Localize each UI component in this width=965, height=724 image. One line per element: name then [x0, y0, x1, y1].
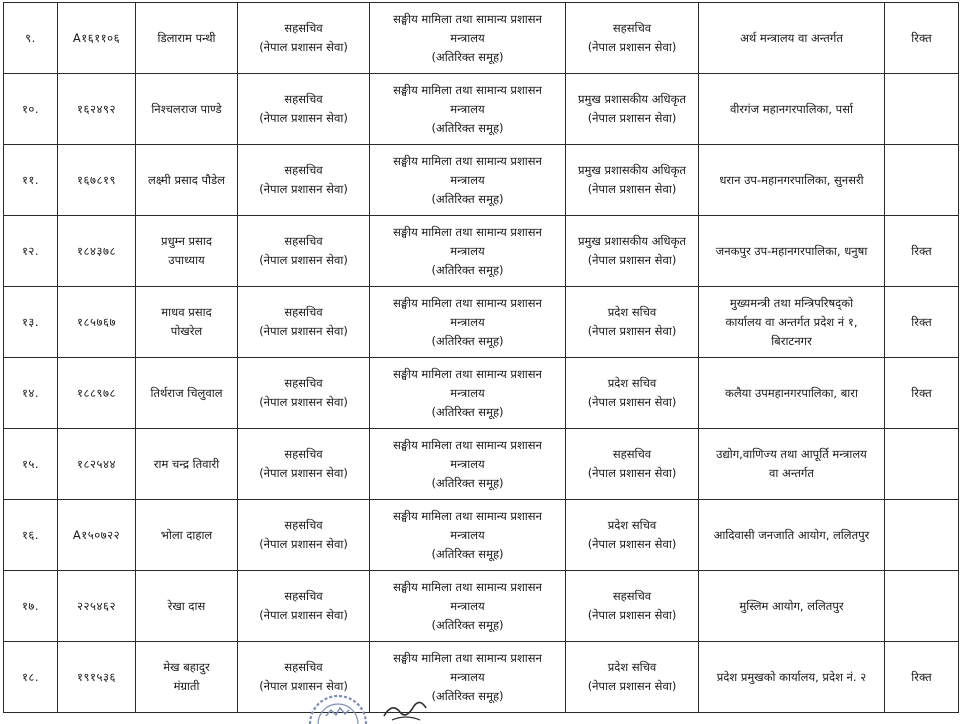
new-office-cell: [699, 358, 885, 429]
employee-symbol-cell: १८२५४४: [58, 429, 136, 500]
employee-name-cell: [136, 287, 238, 358]
cell-line: अर्थ मन्त्रालय वा अन्तर्गत: [740, 30, 843, 45]
serial-number-cell: ११.: [4, 145, 58, 216]
current-post-cell: [238, 216, 370, 287]
current-post-cell: [238, 429, 370, 500]
cell-line: (अतिरिक्त समूह): [431, 191, 504, 206]
employee-name-cell: [136, 500, 238, 571]
cell-line: कार्यालय वा अन्तर्गत प्रदेश नं १,: [725, 314, 858, 329]
current-office-cell: [370, 571, 566, 642]
cell-line: निश्चलराज पाण्डे: [151, 101, 222, 116]
new-post-cell: [566, 216, 699, 287]
new-office-cell: [699, 3, 885, 74]
cell-line: राम चन्द्र तिवारी: [153, 456, 220, 471]
serial-number-cell: १४.: [4, 358, 58, 429]
cell-line: (नेपाल प्रशासन सेवा): [259, 111, 348, 125]
cell-line: मन्त्रालय: [450, 172, 485, 187]
remark-cell: रिक्त: [885, 642, 959, 713]
cell-line: (अतिरिक्त समूह): [431, 262, 504, 277]
cell-line: वीरगंज महानगरपालिका, पर्सा: [730, 101, 853, 116]
serial-number-cell: १३.: [4, 287, 58, 358]
current-office-cell: [370, 74, 566, 145]
cell-line: मन्त्रालय: [450, 385, 485, 400]
cell-line: सङ्घीय मामिला तथा सामान्य प्रशासन: [393, 508, 542, 523]
cell-line: सहसचिव: [284, 518, 323, 532]
cell-line: मुख्यमन्त्री तथा मन्त्रिपरिषद्को: [729, 295, 854, 310]
cell-line: मन्त्रालय: [450, 314, 485, 329]
cell-line: सहसचिव: [284, 447, 323, 461]
cell-line: (नेपाल प्रशासन सेवा): [587, 537, 677, 551]
cell-line: (अतिरिक्त समूह): [431, 404, 504, 419]
remark-cell: रिक्त: [885, 3, 959, 74]
remark-cell: रिक्त: [885, 216, 959, 287]
employee-name-cell: [136, 642, 238, 713]
employee-symbol-cell: १८४३७८: [58, 216, 136, 287]
cell-line: (नेपाल प्रशासन सेवा): [587, 608, 677, 622]
employee-name-cell: [136, 3, 238, 74]
serial-number-cell: १६.: [4, 500, 58, 571]
cell-line: प्रदेश सचिव: [607, 305, 657, 319]
cell-line: सहसचिव: [284, 660, 323, 674]
table-row: [4, 571, 959, 642]
cell-line: सङ्घीय मामिला तथा सामान्य प्रशासन: [393, 224, 542, 239]
current-office-cell: [370, 145, 566, 216]
cell-line: मन्त्रालय: [450, 527, 485, 542]
cell-line: मन्त्रालय: [450, 456, 485, 471]
cell-line: सङ्घीय मामिला तथा सामान्य प्रशासन: [393, 153, 542, 168]
cell-line: वा अन्तर्गत: [769, 466, 814, 480]
new-post-cell: [566, 500, 699, 571]
employee-symbol-cell: १८५७६७: [58, 287, 136, 358]
current-office-cell: [370, 287, 566, 358]
cell-line: प्रदेश सचिव: [607, 518, 657, 532]
cell-line: (नेपाल प्रशासन सेवा): [259, 679, 348, 693]
cell-line: (नेपाल प्रशासन सेवा): [587, 395, 677, 409]
employee-symbol-cell: A१६११०६: [58, 3, 136, 74]
cell-line: मन्त्रालय: [450, 30, 485, 45]
current-office-cell: [370, 3, 566, 74]
new-post-cell: [566, 429, 699, 500]
cell-line: मुस्लिम आयोग, ललितपुर: [739, 598, 844, 613]
cell-line: प्रमुख प्रशासकीय अधिकृत: [578, 92, 686, 106]
new-office-cell: [699, 287, 885, 358]
cell-line: (नेपाल प्रशासन सेवा): [259, 40, 348, 54]
serial-number-cell: १५.: [4, 429, 58, 500]
new-office-cell: [699, 642, 885, 713]
table-row: [4, 216, 959, 287]
cell-line: (नेपाल प्रशासन सेवा): [587, 324, 677, 338]
cell-line: प्रदेश प्रमुखको कार्यालय, प्रदेश नं. २: [716, 669, 867, 684]
cell-line: बिराटनगर: [771, 333, 812, 348]
cell-line: जनकपुर उप-महानगरपालिका, धनुषा: [715, 243, 868, 258]
table-row: [4, 642, 959, 713]
cell-line: मंग्राती: [173, 679, 200, 693]
remark-cell: रिक्त: [885, 358, 959, 429]
cell-line: (नेपाल प्रशासन सेवा): [587, 182, 677, 196]
cell-line: डिलाराम पन्थी: [157, 30, 216, 45]
remark-cell: [885, 74, 959, 145]
serial-number-cell: १०.: [4, 74, 58, 145]
employee-symbol-cell: १८८९७८: [58, 358, 136, 429]
cell-line: (नेपाल प्रशासन सेवा): [259, 608, 348, 622]
cell-line: (अतिरिक्त समूह): [431, 475, 504, 490]
cell-line: (नेपाल प्रशासन सेवा): [259, 253, 348, 267]
employee-name-cell: [136, 145, 238, 216]
new-post-cell: [566, 3, 699, 74]
employee-name-cell: [136, 74, 238, 145]
transfer-table: [3, 2, 959, 713]
cell-line: सङ्घीय मामिला तथा सामान्य प्रशासन: [393, 437, 542, 452]
cell-line: (नेपाल प्रशासन सेवा): [587, 111, 677, 125]
cell-line: (नेपाल प्रशासन सेवा): [587, 679, 677, 693]
new-office-cell: [699, 500, 885, 571]
cell-line: माधव प्रसाद: [161, 305, 212, 319]
cell-line: रेखा दास: [167, 598, 206, 613]
cell-line: आदिवासी जनजाति आयोग, ललितपुर: [713, 527, 870, 542]
cell-line: धरान उप-महानगरपालिका, सुनसरी: [719, 172, 864, 187]
cell-line: उद्योग,वाणिज्य तथा आपूर्ति मन्त्रालय: [716, 447, 867, 461]
new-office-cell: [699, 74, 885, 145]
cell-line: सहसचिव: [612, 447, 652, 461]
cell-line: पोखरेल: [170, 324, 203, 338]
serial-number-cell: १८.: [4, 642, 58, 713]
cell-line: सहसचिव: [284, 234, 323, 248]
cell-line: (अतिरिक्त समूह): [431, 688, 504, 703]
new-office-cell: [699, 571, 885, 642]
serial-number-cell: ९.: [4, 3, 58, 74]
cell-line: मन्त्रालय: [450, 243, 485, 258]
remark-cell: [885, 571, 959, 642]
remark-cell: [885, 500, 959, 571]
cell-line: (नेपाल प्रशासन सेवा): [259, 395, 348, 409]
remark-cell: रिक्त: [885, 287, 959, 358]
employee-symbol-cell: १६२४९२: [58, 74, 136, 145]
new-post-cell: [566, 358, 699, 429]
cell-line: (नेपाल प्रशासन सेवा): [259, 537, 348, 551]
cell-line: (अतिरिक्त समूह): [431, 617, 504, 632]
employee-symbol-cell: A१५०७२२: [58, 500, 136, 571]
cell-line: सहसचिव: [612, 589, 652, 603]
cell-line: मन्त्रालय: [450, 598, 485, 613]
employee-symbol-cell: २२५४६२: [58, 571, 136, 642]
current-office-cell: [370, 216, 566, 287]
current-office-cell: [370, 358, 566, 429]
employee-name-cell: [136, 571, 238, 642]
current-post-cell: [238, 287, 370, 358]
new-post-cell: [566, 287, 699, 358]
cell-line: मन्त्रालय: [450, 101, 485, 116]
new-post-cell: [566, 571, 699, 642]
cell-line: सहसचिव: [284, 589, 323, 603]
cell-line: सङ्घीय मामिला तथा सामान्य प्रशासन: [393, 82, 542, 97]
cell-line: (अतिरिक्त समूह): [431, 120, 504, 135]
cell-line: सङ्घीय मामिला तथा सामान्य प्रशासन: [393, 579, 542, 594]
cell-line: कलैया उपमहानगरपालिका, बारा: [725, 385, 858, 400]
cell-line: सङ्घीय मामिला तथा सामान्य प्रशासन: [393, 11, 542, 26]
cell-line: सङ्घीय मामिला तथा सामान्य प्रशासन: [393, 295, 542, 310]
cell-line: सहसचिव: [284, 163, 323, 177]
new-office-cell: [699, 216, 885, 287]
cell-line: प्रधुम्न प्रसाद: [161, 234, 212, 248]
cell-line: लक्ष्मी प्रसाद पौडेल: [148, 172, 225, 187]
official-seal-and-signature-icon: [292, 686, 452, 724]
cell-line: (नेपाल प्रशासन सेवा): [587, 466, 677, 480]
table-row: [4, 500, 959, 571]
employee-name-cell: [136, 358, 238, 429]
cell-line: मेख बहादुर: [163, 660, 210, 674]
cell-line: (नेपाल प्रशासन सेवा): [259, 466, 348, 480]
cell-line: सहसचिव: [284, 376, 323, 390]
cell-line: उपाध्याय: [168, 253, 205, 267]
remark-cell: [885, 145, 959, 216]
current-office-cell: [370, 500, 566, 571]
table-row: [4, 287, 959, 358]
cell-line: सङ्घीय मामिला तथा सामान्य प्रशासन: [393, 650, 542, 665]
cell-line: प्रमुख प्रशासकीय अधिकृत: [578, 163, 686, 177]
serial-number-cell: १२.: [4, 216, 58, 287]
new-post-cell: [566, 74, 699, 145]
cell-line: (नेपाल प्रशासन सेवा): [587, 253, 677, 267]
cell-line: (अतिरिक्त समूह): [431, 49, 504, 64]
current-post-cell: [238, 145, 370, 216]
current-post-cell: [238, 3, 370, 74]
cell-line: भोला दाहाल: [160, 527, 213, 542]
cell-line: प्रदेश सचिव: [607, 660, 657, 674]
cell-line: (नेपाल प्रशासन सेवा): [259, 324, 348, 338]
cell-line: सहसचिव: [284, 305, 323, 319]
table-row: [4, 429, 959, 500]
table-row: [4, 145, 959, 216]
current-office-cell: [370, 429, 566, 500]
cell-line: मन्त्रालय: [450, 669, 485, 684]
serial-number-cell: १७.: [4, 571, 58, 642]
current-post-cell: [238, 500, 370, 571]
current-post-cell: [238, 571, 370, 642]
new-post-cell: [566, 642, 699, 713]
employee-symbol-cell: १९१५३६: [58, 642, 136, 713]
employee-symbol-cell: १६७८१९: [58, 145, 136, 216]
cell-line: (नेपाल प्रशासन सेवा): [259, 182, 348, 196]
cell-line: (अतिरिक्त समूह): [431, 546, 504, 561]
current-post-cell: [238, 74, 370, 145]
table-body: [4, 3, 959, 713]
cell-line: सहसचिव: [284, 92, 323, 106]
table-row: [4, 74, 959, 145]
cell-line: (अतिरिक्त समूह): [431, 333, 504, 348]
new-office-cell: [699, 145, 885, 216]
current-post-cell: [238, 358, 370, 429]
cell-line: प्रदेश सचिव: [607, 376, 657, 390]
cell-line: सहसचिव: [612, 21, 652, 35]
new-office-cell: [699, 429, 885, 500]
cell-line: सहसचिव: [284, 21, 323, 35]
table-row: [4, 3, 959, 74]
new-post-cell: [566, 145, 699, 216]
employee-name-cell: [136, 429, 238, 500]
cell-line: (नेपाल प्रशासन सेवा): [587, 40, 677, 54]
cell-line: सङ्घीय मामिला तथा सामान्य प्रशासन: [393, 366, 542, 381]
table-row: [4, 358, 959, 429]
remark-cell: [885, 429, 959, 500]
employee-name-cell: [136, 216, 238, 287]
cell-line: तिर्थराज चिलुवाल: [150, 385, 223, 400]
cell-line: प्रमुख प्रशासकीय अधिकृत: [578, 234, 686, 248]
